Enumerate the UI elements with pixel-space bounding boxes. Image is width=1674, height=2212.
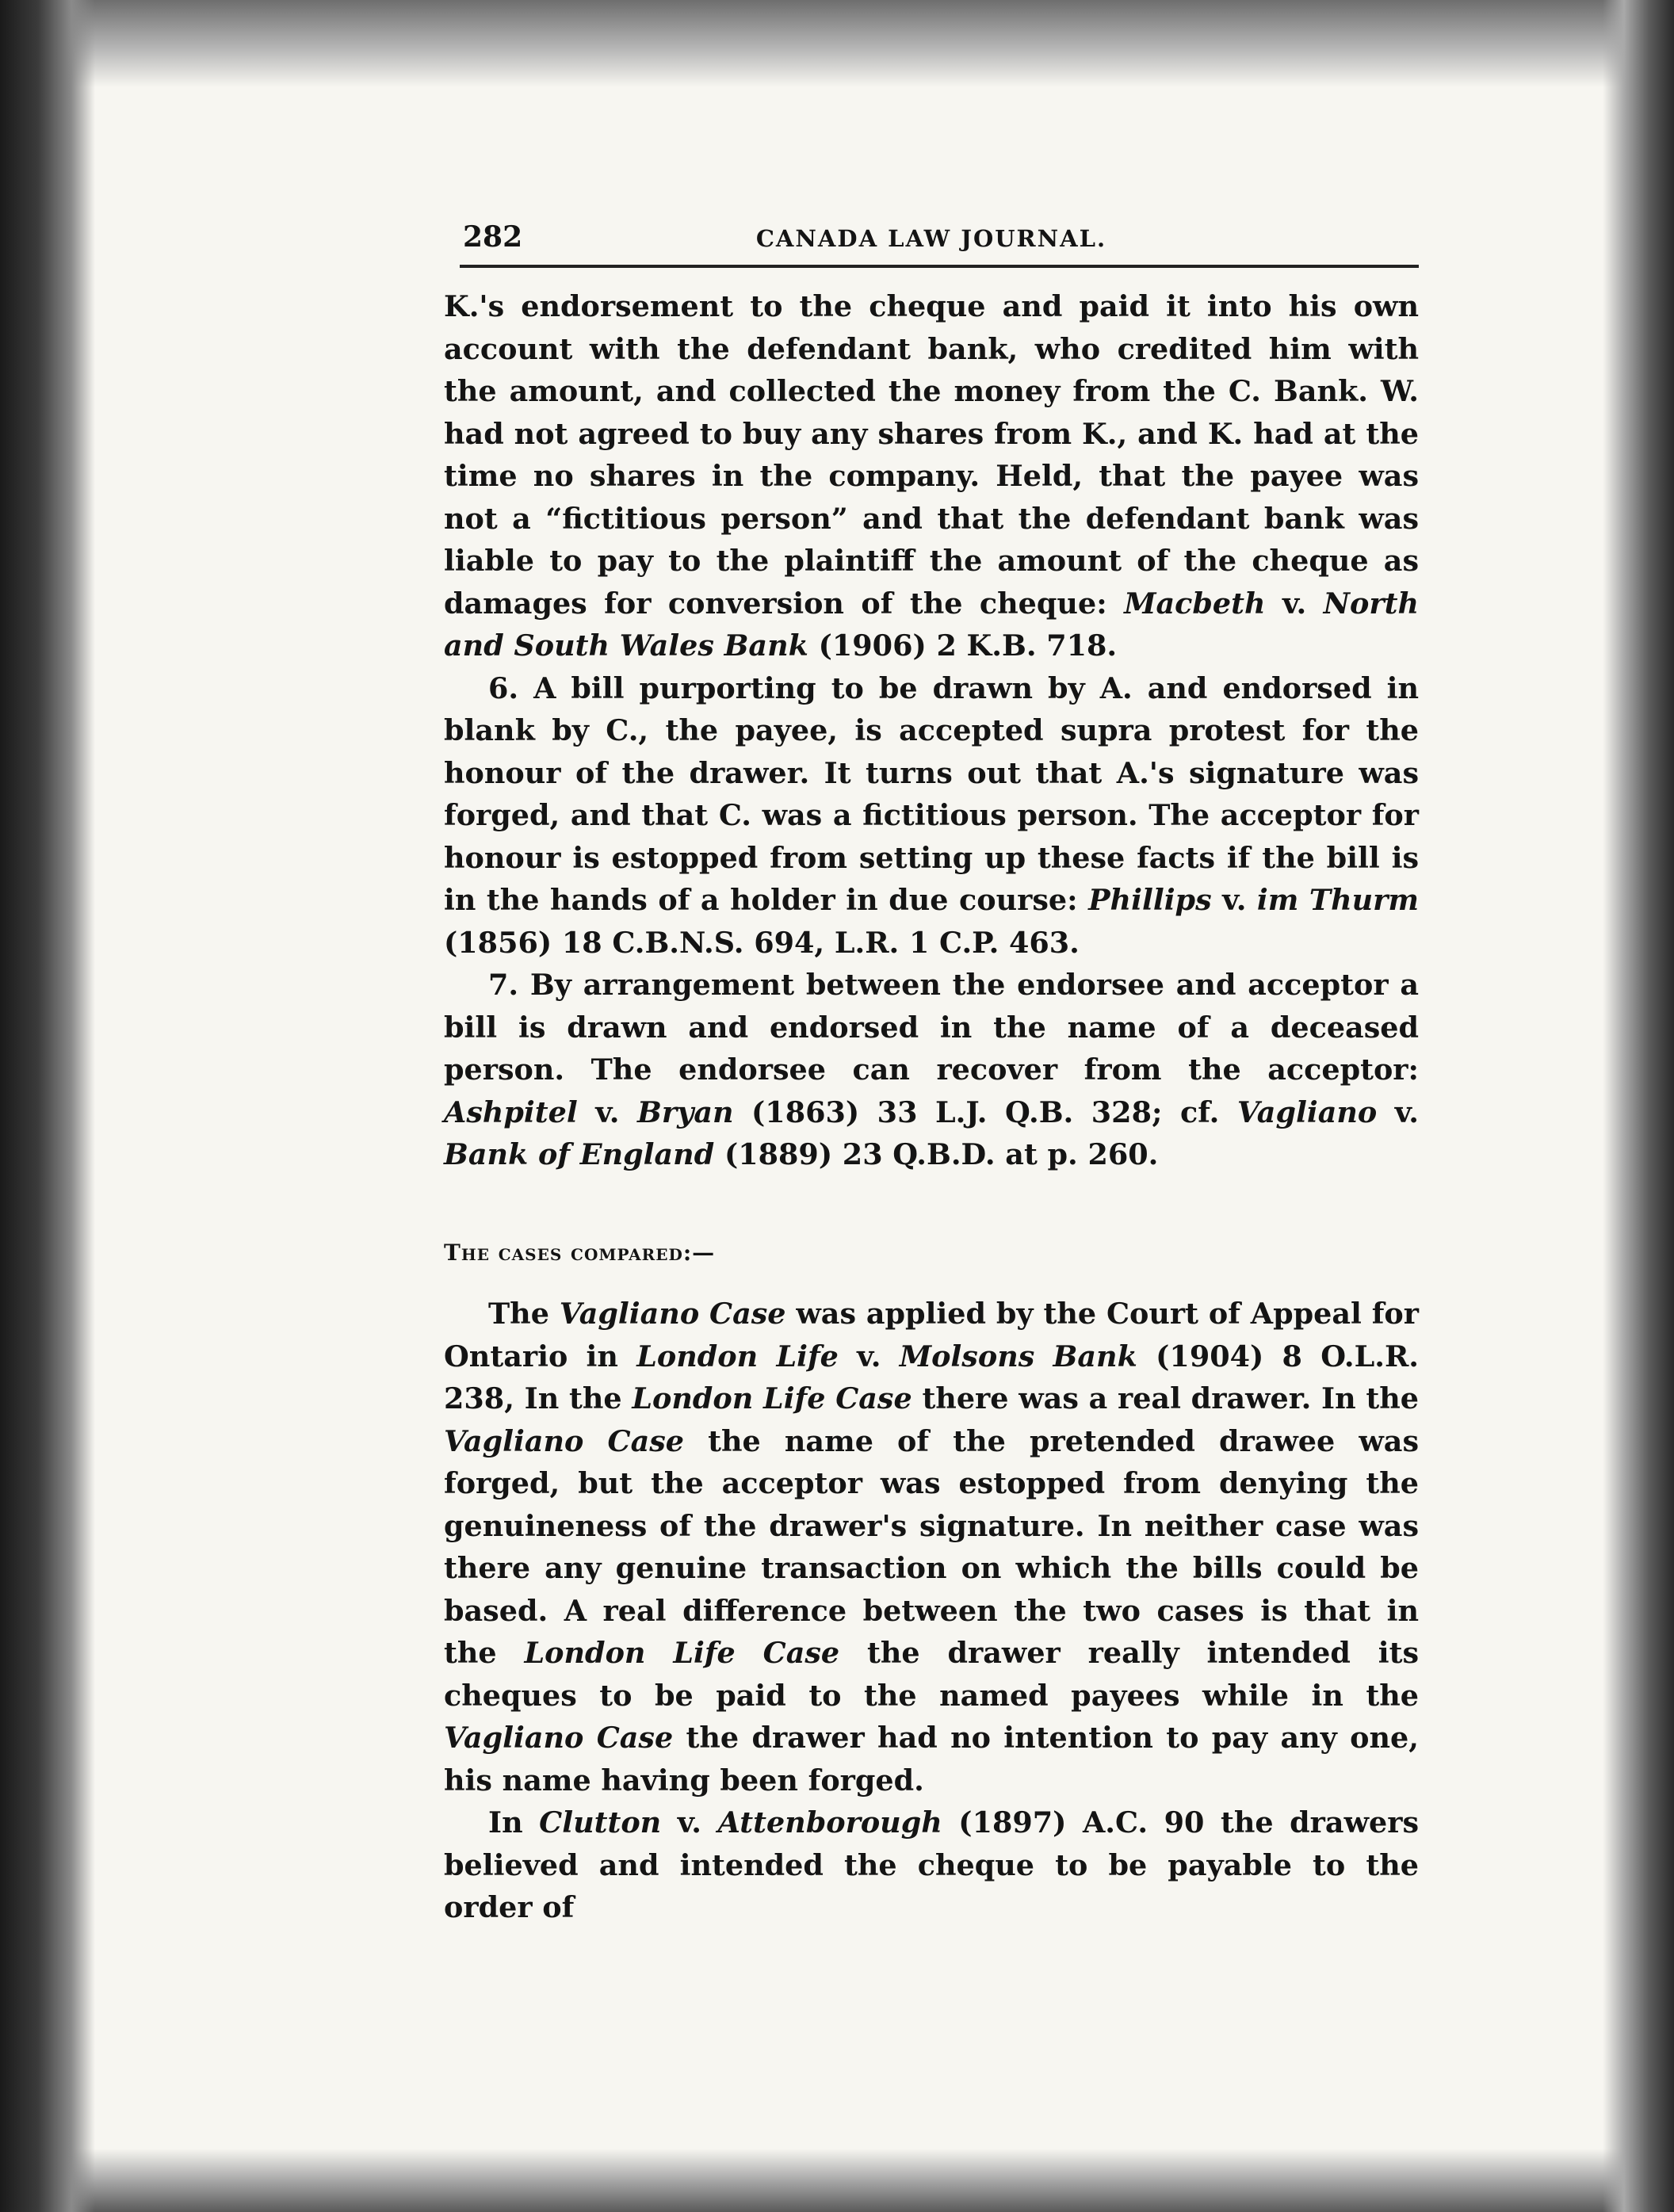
journal-page (444, 214, 1419, 1929)
case-name: Ashpitel (444, 1095, 578, 1129)
case-name: Vagliano Case (444, 1721, 674, 1755)
header-rule (460, 265, 1419, 268)
scan-edge-right (1603, 0, 1674, 2212)
scan-edge-left (0, 0, 95, 2212)
running-head (444, 214, 1419, 262)
body-text (444, 285, 1419, 1929)
case-name: Macbeth (1124, 586, 1266, 621)
paragraph-item-6: 6. A bill purporting to be drawn by A. and endorsed in blank by C., the payee, is accepted supra protest for the honour of the drawer. It turns out that A.'s signature was forged, and that C. was a fictitious person. The acceptor for honour is estopped from setting up these facts if the bill is in the hands of a holder in due course: Phillips v. im Thurm (1856) 18 C.B.N.S. 694, L.R. 1 C.P. 463. (444, 670, 1420, 960)
scan-edge-bottom (0, 2149, 1674, 2212)
page-number: 282 (463, 220, 523, 254)
paragraph-continuation: K.'s endorsement to the cheque and paid it into his own account with the defendant bank, who credited him with the amount, and collected the money from the C. Bank. W. had not agreed to buy any shares from K., and K. had at the time no shares in the company. Held, that the payee was not a “fictitious person” and that the defendant bank was liable to pay to the plaintiff the amount of the cheque as damages for conversion of the cheque: Macbeth v. North and South Wales Bank (1906) 2 K.B. 718. (444, 289, 1419, 663)
case-name: Clutton (539, 1805, 662, 1840)
case-name: London Life Case (632, 1381, 912, 1415)
case-name: im Thurm (1256, 883, 1420, 917)
section-heading: The cases compared:— (444, 1239, 716, 1266)
case-name: London Life Case (524, 1636, 840, 1670)
paragraph-clutton: In Clutton v. Attenborough (1897) A.C. 90 the drawers believed and intended the cheque to be payable to the order of (444, 1805, 1419, 1924)
case-name: London Life (636, 1339, 839, 1373)
case-name: Phillips (1088, 883, 1212, 917)
journal-title: CANADA LAW JOURNAL. (755, 225, 1107, 252)
case-name: Bank of England (444, 1137, 715, 1171)
paragraph-comparison: The Vagliano Case was applied by the Court of Appeal for Ontario in London Life v. Molsons Bank (1904) 8 O.L.R. 238, In the London Life Case there was a real drawer. In the Vagliano Case the name of the pretended drawee was forged, but the acceptor was estopped from denying the genuineness of the drawer's signature. In neither case was there any genuine transaction on which the bills could be based. A real difference between the two cases is that in the London Life Case the drawer really intended its cheques to be paid to the named payees while in the Vagliano Case the drawer had no intention to pay any one, his name having been forged. (444, 1297, 1420, 1797)
case-name: Vagliano Case (559, 1297, 786, 1331)
case-name: Vagliano (1236, 1095, 1378, 1129)
paragraph-item-7: 7. By arrangement between the endorsee and acceptor a bill is drawn and endorsed in the name of a deceased person. The endorsee can recover from the acceptor: Ashpitel v. Bryan (1863) 33 L.J. Q.B. 328; cf. Vagliano v. Bank of England (1889) 23 Q.B.D. at p. 260. (444, 968, 1419, 1171)
case-name: Vagliano Case (444, 1423, 685, 1458)
case-name: North and South Wales Bank (444, 586, 1419, 663)
case-name: Attenborough (717, 1805, 942, 1840)
case-name: Bryan (637, 1095, 734, 1129)
scan-edge-top (0, 0, 1674, 87)
case-name: Molsons Bank (899, 1339, 1137, 1373)
